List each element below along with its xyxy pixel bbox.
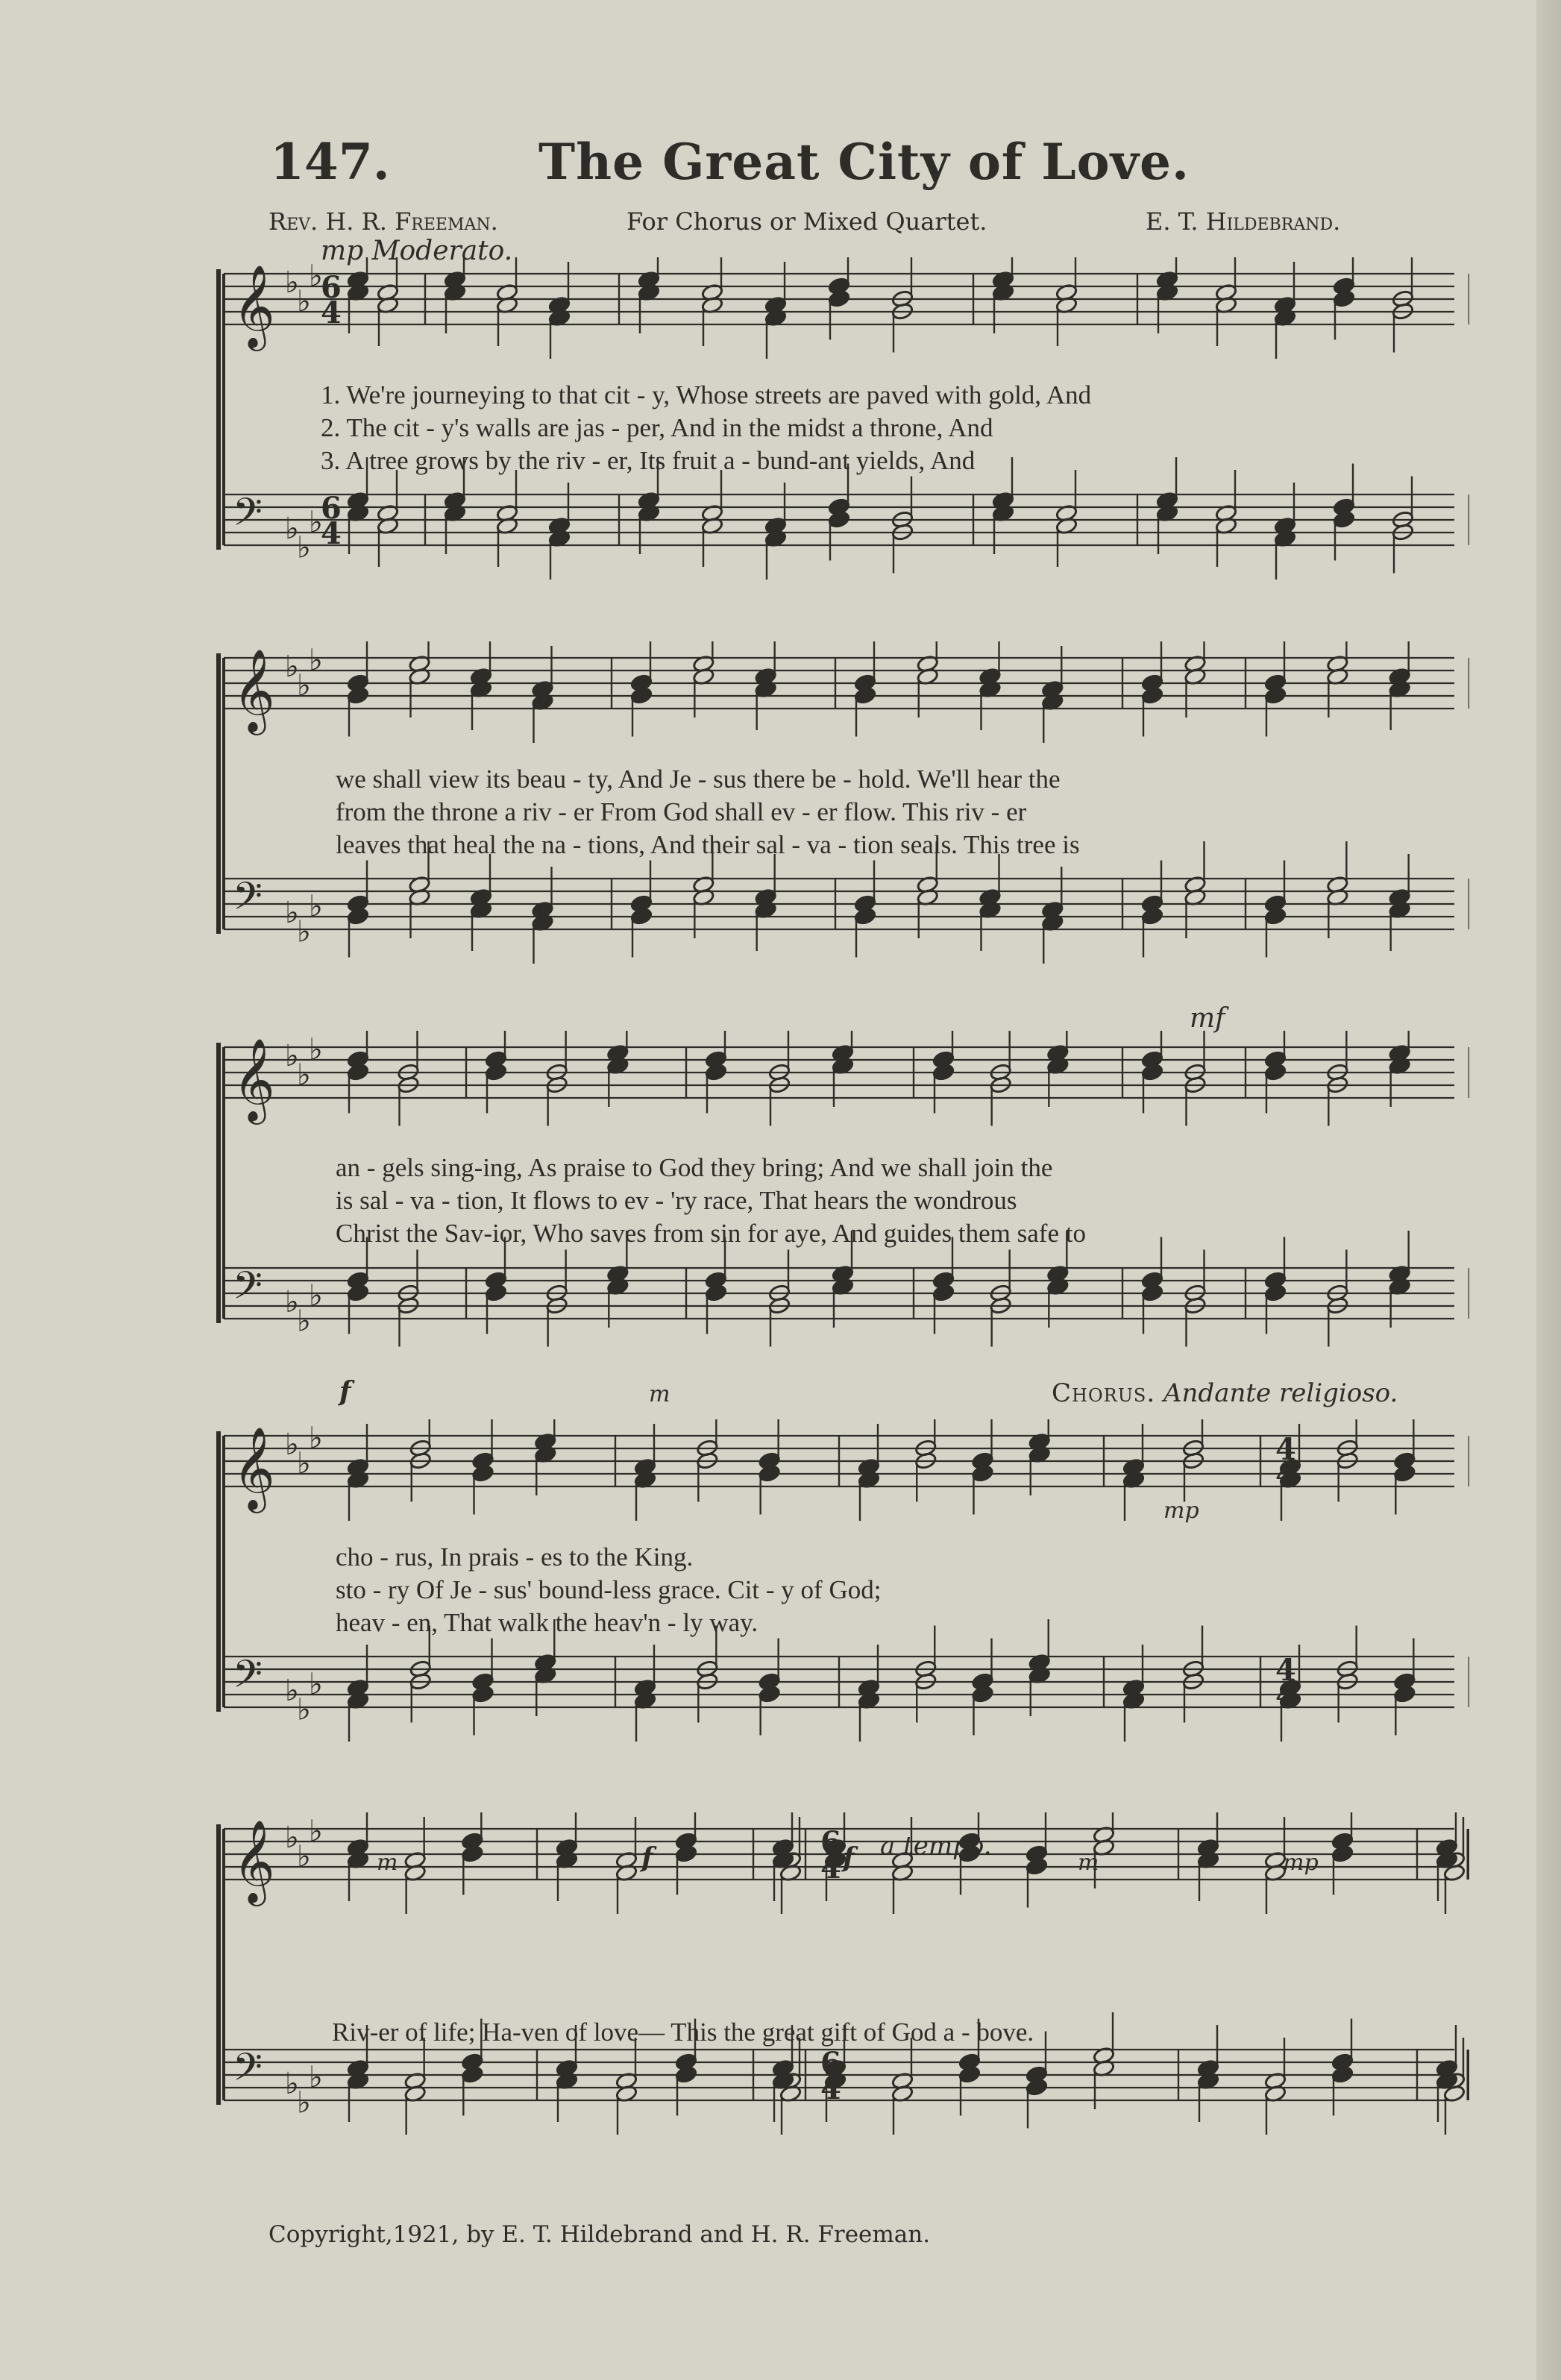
flat-icon: ♭ xyxy=(309,1278,323,1313)
time-signature-top: 6 xyxy=(321,491,342,526)
page-edge xyxy=(1536,0,1561,2380)
lyric-line-5-1: Riv-er of life; Ha-ven of love— This the great gift of God a - bove. xyxy=(332,2018,1034,2047)
bass-clef-icon: 𝄢 xyxy=(233,873,263,928)
time-signature-bottom: 4 xyxy=(321,516,342,551)
flat-icon: ♭ xyxy=(285,1428,299,1462)
flat-icon: ♭ xyxy=(297,2085,311,2120)
flat-icon: ♭ xyxy=(309,2060,323,2095)
flat-icon: ♭ xyxy=(297,1304,311,1339)
lyric-line-4-3: heav - en, That walk the heav'n - ly way. xyxy=(336,1608,758,1637)
time-signature-bottom: 4 xyxy=(1275,1678,1296,1713)
lyric-line-1-3: 3. A tree grows by the riv - er, Its fruit a - bund-ant yields, And xyxy=(321,446,976,475)
flat-icon: ♭ xyxy=(285,1674,299,1708)
flat-icon: ♭ xyxy=(309,1814,323,1849)
flat-icon: ♭ xyxy=(309,889,323,924)
treble-clef-icon: 𝄞 xyxy=(233,1819,275,1903)
lyric-line-2-3: leaves that heal the na - tions, And their sal - va - tion seals. This tree is xyxy=(336,830,1080,859)
flat-icon: ♭ xyxy=(285,512,299,546)
credit-words-author: Rev. H. R. Freeman. xyxy=(268,207,498,236)
flat-icon: ♭ xyxy=(297,1692,311,1727)
dynamic-f-chorus: f xyxy=(641,1842,653,1874)
treble-clef-icon: 𝄞 xyxy=(233,264,275,348)
copyright-notice: Copyright,1921, by E. T. Hildebrand and H. R. Freeman. xyxy=(268,2221,931,2248)
bass-clef-icon: 𝄢 xyxy=(233,2044,263,2099)
dynamic-mp-chorus: mp xyxy=(1163,1498,1199,1524)
flat-icon: ♭ xyxy=(285,2067,299,2101)
time-signature-top: 6 xyxy=(820,2046,841,2081)
flat-icon: ♭ xyxy=(309,1421,323,1456)
treble-clef-icon: 𝄞 xyxy=(233,648,275,732)
flat-icon: ♭ xyxy=(309,1667,323,1702)
dynamic-mp-end: mp xyxy=(1283,1850,1319,1876)
dynamic-mf: mf xyxy=(1190,1003,1225,1034)
flat-icon: ♭ xyxy=(309,643,323,678)
time-signature-top: 6 xyxy=(321,270,342,305)
flat-icon: ♭ xyxy=(309,259,323,294)
flat-icon: ♭ xyxy=(297,284,311,319)
flat-icon: ♭ xyxy=(297,1446,311,1481)
lyric-line-2-1: we shall view its beau - ty, And Je - sus there be - hold. We'll hear the xyxy=(336,764,1061,794)
credit-setting: For Chorus or Mixed Quartet. xyxy=(626,207,987,236)
lyric-line-3-2: is sal - va - tion, It flows to ev - 'ry race, That hears the wondrous xyxy=(336,1186,1017,1215)
bass-clef-icon: 𝄢 xyxy=(233,1263,263,1317)
a-tempo-marking: a tempo. xyxy=(880,1831,992,1861)
dynamic-m: m xyxy=(649,1381,670,1407)
lyric-line-3-1: an - gels sing-ing, As praise to God they bring; And we shall join the xyxy=(336,1153,1053,1182)
flat-icon: ♭ xyxy=(297,1839,311,1874)
flat-icon: ♭ xyxy=(297,914,311,949)
chorus-label-text: Chorus. xyxy=(1052,1378,1156,1408)
flat-icon: ♭ xyxy=(297,668,311,703)
dynamic-m-2: m xyxy=(1078,1850,1099,1876)
lyric-line-4-1: cho - rus, In prais - es to the King. xyxy=(336,1542,694,1572)
flat-icon: ♭ xyxy=(285,1821,299,1855)
chorus-label xyxy=(1052,1378,1398,1408)
flat-icon: ♭ xyxy=(297,1058,311,1093)
time-signature-top: 6 xyxy=(820,1825,841,1860)
hymn-number: 147. xyxy=(270,133,390,191)
lyric-line-2-2: from the throne a riv - er From God shall ev - er flow. This riv - er xyxy=(336,797,1027,826)
time-signature-bottom: 4 xyxy=(1275,1457,1296,1492)
flat-icon: ♭ xyxy=(285,1039,299,1073)
flat-icon: ♭ xyxy=(285,650,299,684)
tempo-marking: mp Moderato. xyxy=(321,236,513,266)
time-signature-bottom: 4 xyxy=(820,2071,841,2106)
lyric-line-1-2: 2. The cit - y's walls are jas - per, And in the midst a throne, And xyxy=(321,413,993,442)
lyric-line-3-3: Christ the Sav-ior, Who saves from sin for aye, And guides them safe to xyxy=(336,1219,1086,1248)
credit-music-composer: E. T. Hildebrand. xyxy=(1146,207,1341,236)
treble-clef-icon: 𝄞 xyxy=(233,1037,275,1121)
lyric-line-1-1: 1. We're journeying to that cit - y, Whose streets are paved with gold, And xyxy=(321,380,1092,409)
dynamic-f-a-tempo: f xyxy=(843,1842,855,1874)
flat-icon: ♭ xyxy=(285,1285,299,1319)
chorus-tempo: Andante religioso. xyxy=(1163,1378,1398,1408)
flat-icon: ♭ xyxy=(309,1032,323,1067)
bass-clef-icon: 𝄢 xyxy=(233,489,263,544)
time-signature-top: 4 xyxy=(1275,1653,1296,1688)
lyric-line-4-2: sto - ry Of Je - sus' bound-less grace. Cit - y of God; xyxy=(336,1575,882,1604)
treble-clef-icon: 𝄞 xyxy=(233,1426,275,1510)
hymn-title: The Great City of Love. xyxy=(538,133,1190,191)
time-signature-bottom: 4 xyxy=(820,1850,841,1886)
time-signature-bottom: 4 xyxy=(321,295,342,330)
time-signature-top: 4 xyxy=(1275,1432,1296,1467)
dynamic-m-chorus: m xyxy=(377,1850,398,1876)
flat-icon: ♭ xyxy=(285,896,299,930)
flat-icon: ♭ xyxy=(297,530,311,565)
flat-icon: ♭ xyxy=(309,505,323,540)
bass-clef-icon: 𝄢 xyxy=(233,1651,263,1706)
dynamic-f: f xyxy=(339,1376,351,1407)
flat-icon: ♭ xyxy=(285,266,299,300)
